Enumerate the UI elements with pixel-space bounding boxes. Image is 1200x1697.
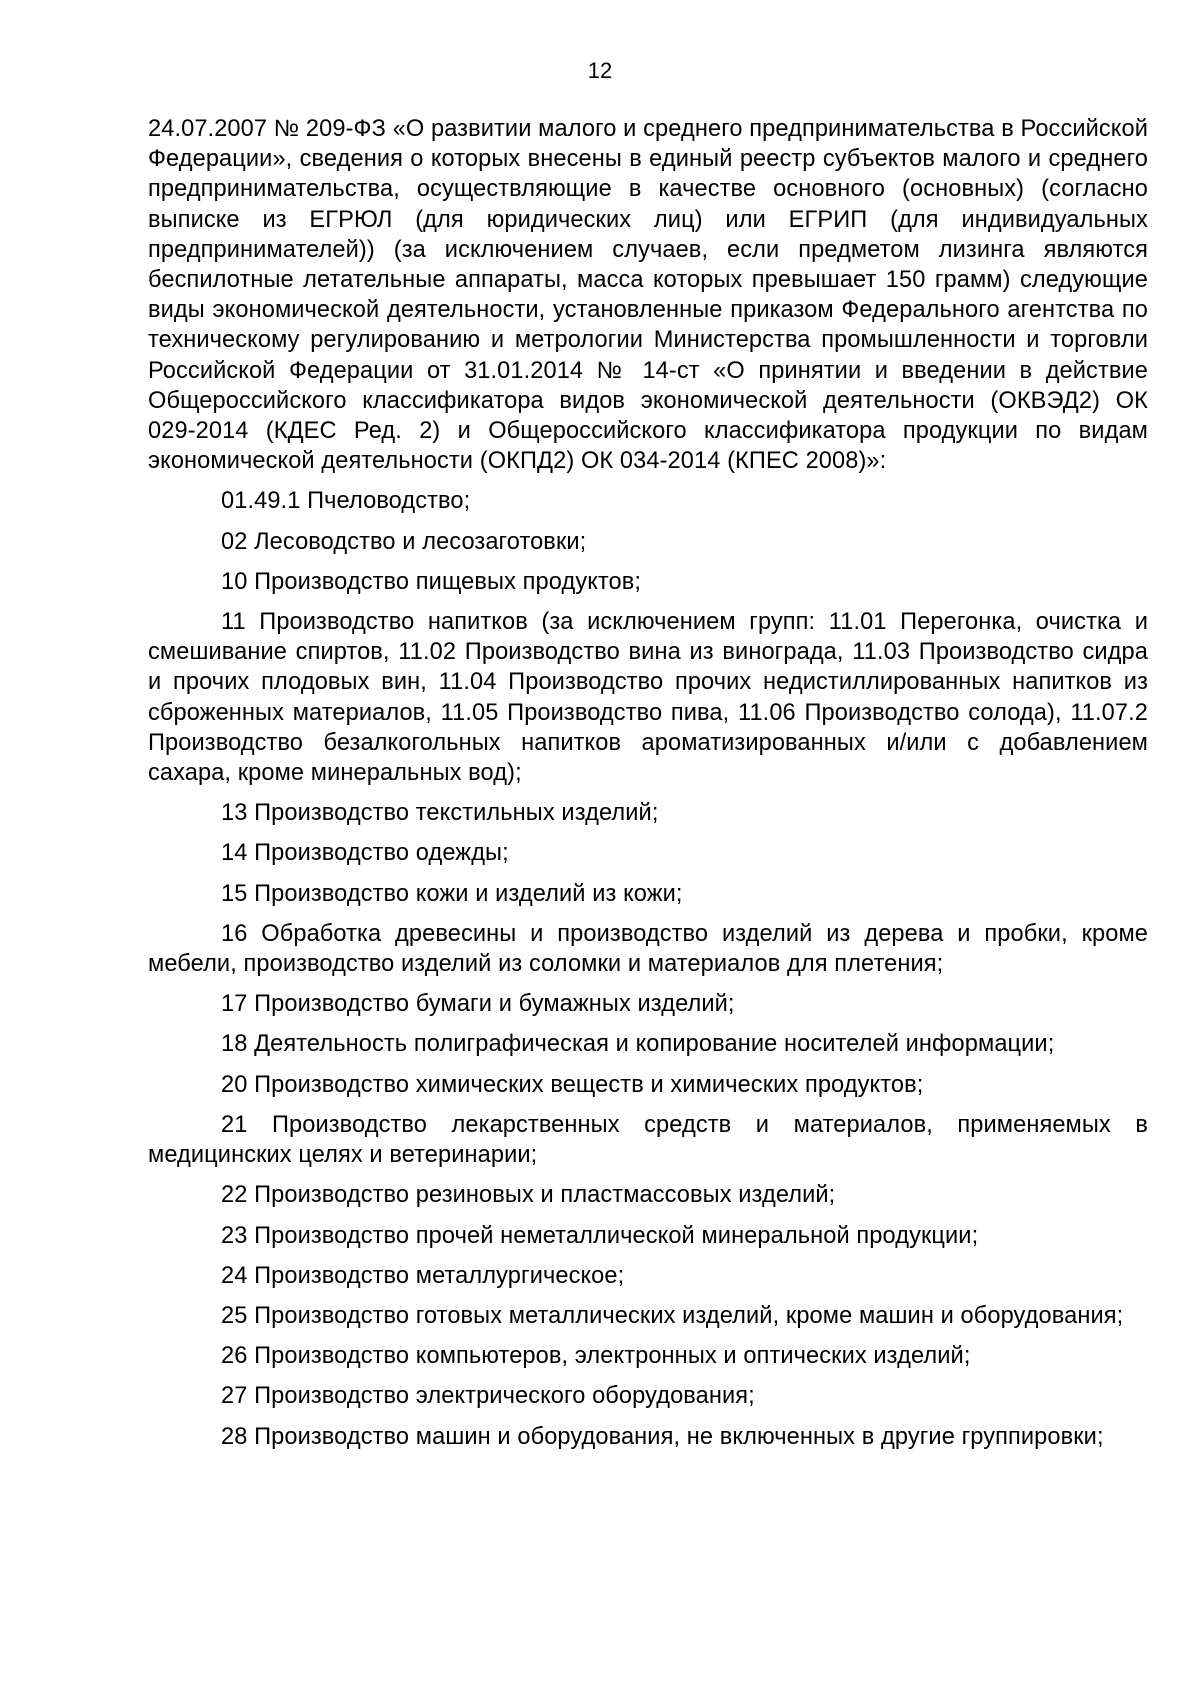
document-body <box>148 114 1148 1462</box>
list-item: 23 Производство прочей неметаллической минеральной продукции; <box>221 1222 979 1249</box>
list-item: 26 Производство компьютеров, электронных и оптических изделий; <box>221 1343 971 1370</box>
list-item: 14 Производство одежды; <box>221 840 509 867</box>
intro-paragraph: 24.07.2007 № 209-ФЗ «О развитии малого и среднего предпринимательства в Российской Федерации», сведения о которых внесены в единый реестр субъектов малого и среднего предпринимательства, осуществляющие в качестве основного (основных) (согласно выписке из ЕГРЮЛ (для юридических лиц) или ЕГРИП (для индивидуальных предпринимателей)) (за исключением случаев, если предметом лизинга являются беспилотные летательные аппараты, масса которых превышает 150 грамм) следующие виды экономической деятельности, установленные приказом Федерального агентства по техническому регулированию и метрологии Министерства промышленности и торговли Российской Федерации от 31.01.2014 № 14-ст «О принятии и введении в действие Общероссийского классификатора видов экономической деятельности (ОКВЭД2) ОК 029-2014 (КДЕС Ред. 2) и Общероссийского классификатора продукции по видам экономической деятельности (ОКПД2) ОК 034-2014 (КПЕС 2008)»: <box>148 116 1148 475</box>
list-item: 25 Производство готовых металлических изделий, кроме машин и оборудования; <box>221 1302 1124 1329</box>
list-item: 02 Лесоводство и лесозаготовки; <box>221 528 587 555</box>
list-item: 11 Производство напитков (за исключением групп: 11.01 Перегонка, очистка и смешивание спиртов, 11.02 Производство вина из винограда, 11.03 Производство сидра и прочих плодовых вин, 11.04 Производство прочих недистиллированных напитков из сброженных материалов, 11.05 Производство пива, 11.06 Производство солода), 11.07.2 Производство безалкогольных напитков ароматизированных и/или с добавлением сахара, кроме минеральных вод); <box>148 609 1148 787</box>
list-item: 17 Производство бумаги и бумажных изделий; <box>221 991 735 1018</box>
list-item: 01.49.1 Пчеловодство; <box>221 488 471 515</box>
list-item: 27 Производство электрического оборудования; <box>221 1383 755 1410</box>
list-item: 15 Производство кожи и изделий из кожи; <box>221 880 683 907</box>
page-number: 12 <box>587 58 613 83</box>
list-item: 20 Производство химических веществ и химических продуктов; <box>221 1071 924 1098</box>
list-item: 18 Деятельность полиграфическая и копирование носителей информации; <box>221 1031 1055 1058</box>
list-item: 13 Производство текстильных изделий; <box>221 800 659 827</box>
list-item: 28 Производство машин и оборудования, не включенных в другие группировки; <box>221 1423 1104 1450</box>
list-item: 22 Производство резиновых и пластмассовых изделий; <box>221 1182 836 1209</box>
list-item: 24 Производство металлургическое; <box>221 1262 625 1289</box>
list-item: 16 Обработка древесины и производство изделий из дерева и пробки, кроме мебели, производство изделий из соломки и материалов для плетения; <box>148 920 1148 978</box>
list-item: 21 Производство лекарственных средств и материалов, применяемых в медицинских целях и ветеринарии; <box>148 1111 1148 1169</box>
list-item: 10 Производство пищевых продуктов; <box>221 568 642 595</box>
